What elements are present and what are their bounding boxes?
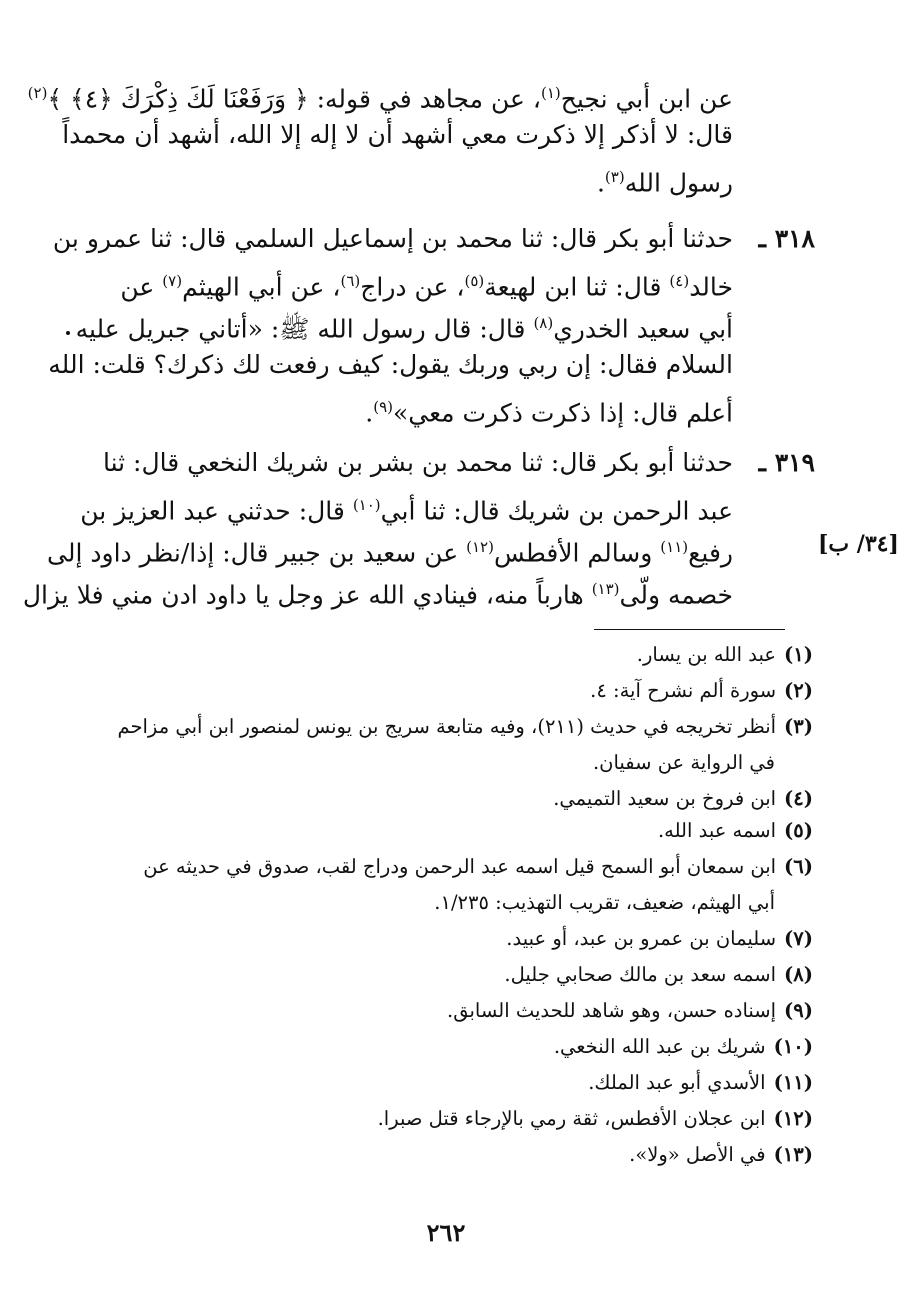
footnote-continuation: أبي الهيثم، ضعيف، تقريب التهذيب: ١/٢٣٥. (434, 891, 775, 914)
main-line: قال: لا أذكر إلا ذكرت معي أشهد أن لا إله إلا الله، أشهد أن محمداً (62, 120, 733, 149)
footnote: (١١)الأسدي أبو عبد الملك. (588, 1071, 813, 1094)
page-number: ٢٦٢ (426, 1218, 466, 1247)
main-line: حدثنا أبو بكر قال: ثنا محمد بن بشر بن شريك النخعي قال: ثنا (102, 448, 733, 477)
hadith-number: ٣١٩ ـ (758, 448, 815, 477)
main-line: خصمه ولّى$^{(١٣)}$ هارباً منه، فينادي الله عز وجل يا داود ادن مني فلا يزال (22, 580, 733, 610)
main-line: رسول الله$^{(٣)}$. (596, 168, 733, 198)
footnote: (١٣)في الأصل «ولا». (629, 1143, 813, 1166)
footnote: (٥)اسمه عبد الله. (657, 819, 813, 842)
main-line: أعلم قال: إذا ذكرت ذكرت معي»$^{(٩)}$. (365, 398, 733, 428)
footnote: (٤)ابن فروخ بن سعيد التميمي. (553, 787, 813, 810)
footnote: (١٢)ابن عجلان الأفطس، ثقة رمي بالإرجاء قتل صبرا. (377, 1107, 813, 1130)
footnote-continuation: في الرواية عن سفيان. (592, 751, 775, 774)
footnote: (٣)أنظر تخريجه في حديث (٢١١)، وفيه متابعة سريج بن يونس لمنصور ابن أبي مزاحم (117, 715, 813, 738)
footnote: (٩)إسناده حسن، وهو شاهد للحديث السابق. (447, 999, 813, 1022)
footnote: (٨)اسمه سعد بن مالك صحابي جليل. (504, 963, 813, 986)
footnote: (٢)سورة ألم نشرح آية: ٤. (590, 679, 813, 702)
margin-folio-note: [٣٤/ ب] (818, 531, 899, 557)
main-line: السلام فقال: إن ربي وربك يقول: كيف رفعت لك ذكرك؟ قلت: الله (48, 350, 733, 379)
footnote-separator (594, 629, 785, 630)
main-line: رفيع$^{(١١)}$ وسالم الأفطس$^{(١٢)}$ عن سعيد بن جبير قال: إذا/نظر داود إلى (47, 538, 733, 568)
footnote: (١٠)شريك بن عبد الله النخعي. (553, 1035, 813, 1058)
main-line: عن ابن أبي نجيح$^{(١)}$، عن مجاهد في قوله: ﴿ وَرَفَعْنَا لَكَ ذِكْرَكَ ﴿٤﴾ ﴾$^{(٢)}$ (27, 84, 733, 114)
stray-mark (66, 331, 70, 335)
footnote: (٧)سليمان بن عمرو بن عبد، أو عبيد. (506, 927, 813, 950)
main-line: حدثنا أبو بكر قال: ثنا محمد بن إسماعيل السلمي قال: ثنا عمرو بن (52, 224, 733, 253)
main-line: عبد الرحمن بن شريك قال: ثنا أبي$^{(١٠)}$ قال: حدثني عبد العزيز بن (80, 496, 733, 526)
main-line: خالد$^{(٤)}$ قال: ثنا ابن لهيعة$^{(٥)}$، عن دراج$^{(٦)}$، عن أبي الهيثم$^{(٧)}$ عن (120, 272, 733, 302)
hadith-number: ٣١٨ ـ (758, 224, 815, 253)
footnote: (١)عبد الله بن يسار. (636, 643, 813, 666)
footnote: (٦)ابن سمعان أبو السمح قيل اسمه عبد الرحمن ودراج لقب، صدوق في حديثه عن (143, 855, 813, 878)
main-line: أبي سعيد الخدري$^{(٨)}$ قال: قال رسول الله ﷺ: «أتاني جبريل عليه (75, 314, 733, 344)
